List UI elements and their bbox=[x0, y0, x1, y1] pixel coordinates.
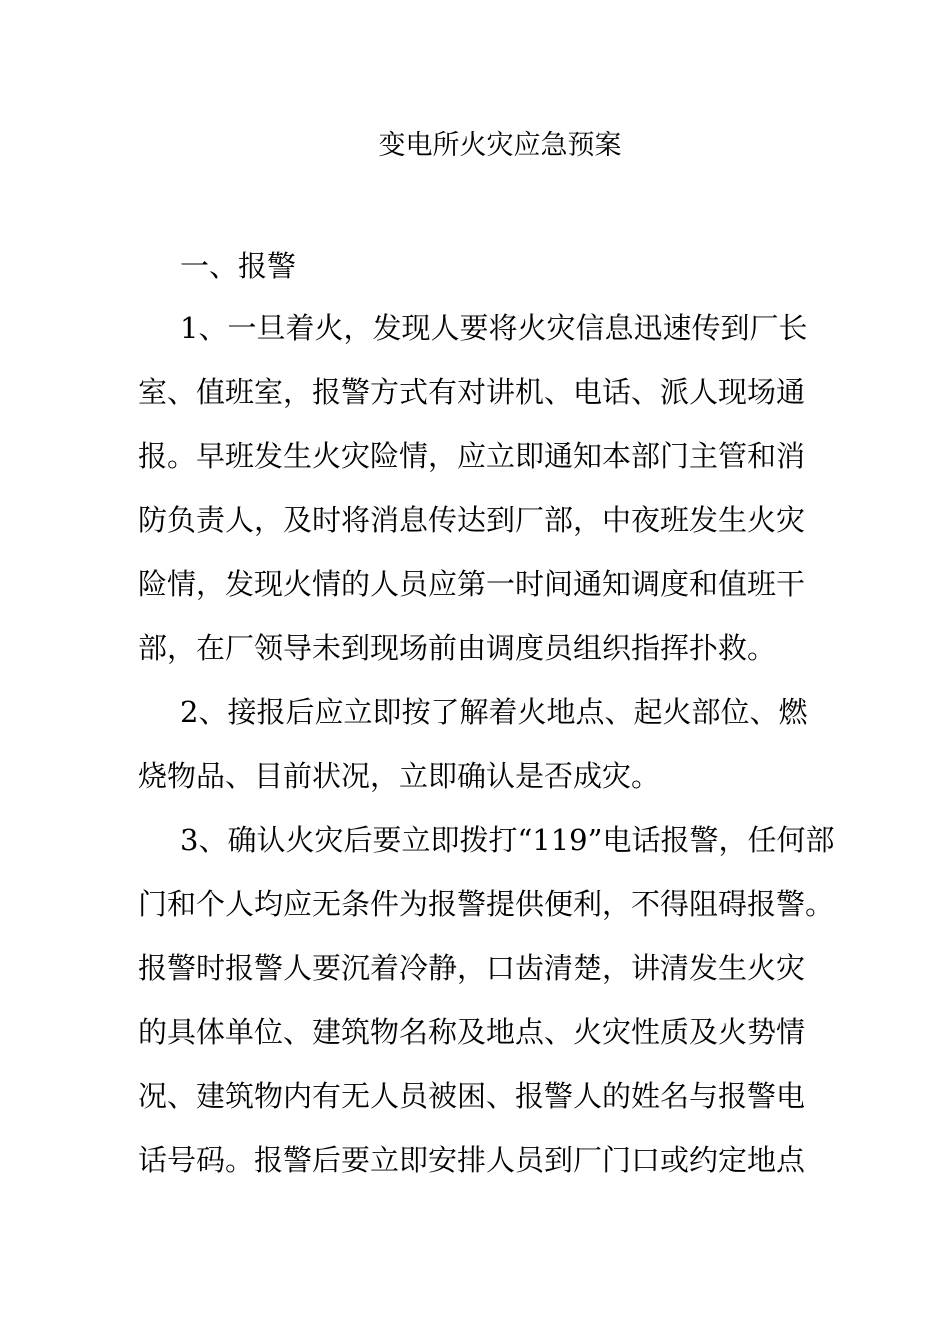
paragraph-1-line-2: 室、值班室，报警方式有对讲机、电话、派人现场通 bbox=[138, 375, 806, 409]
paragraph-3-line-4: 的具体单位、建筑物名称及地点、火灾性质及火势情 bbox=[138, 1015, 806, 1049]
paragraph-2-line-2: 烧物品、目前状况，立即确认是否成灾。 bbox=[138, 759, 661, 793]
paragraph-1-line-3: 报。早班发生火灾险情，应立即通知本部门主管和消 bbox=[138, 439, 806, 473]
paragraph-3-line-5: 况、建筑物内有无人员被困、报警人的姓名与报警电 bbox=[138, 1079, 806, 1113]
paragraph-3-line-3: 报警时报警人要沉着冷静，口齿清楚，讲清发生火灾 bbox=[138, 951, 806, 985]
paragraph-3-line-1: 3、确认火灾后要立即拨打“119”电话报警，任何部 bbox=[180, 823, 835, 857]
paragraph-1-line-4: 防负责人，及时将消息传达到厂部，中夜班发生火灾 bbox=[138, 503, 806, 537]
paragraph-2-line-1: 2、接报后应立即按了解着火地点、起火部位、燃 bbox=[180, 695, 808, 729]
paragraph-3-line-6: 话号码。报警后要立即安排人员到厂门口或约定地点 bbox=[138, 1143, 806, 1177]
paragraph-1-line-1: 1、一旦着火，发现人要将火灾信息迅速传到厂长 bbox=[180, 311, 808, 345]
section-heading-alarm: 一、报警 bbox=[180, 249, 297, 283]
paragraph-3-line-2: 门和个人均应无条件为报警提供便利，不得阻碍报警。 bbox=[138, 887, 835, 921]
paragraph-1-line-5: 险情，发现火情的人员应第一时间通知调度和值班干 bbox=[138, 567, 806, 601]
paragraph-1-line-6: 部，在厂领导未到现场前由调度员组织指挥扑救。 bbox=[138, 631, 777, 665]
document-title: 变电所火灾应急预案 bbox=[378, 130, 622, 161]
